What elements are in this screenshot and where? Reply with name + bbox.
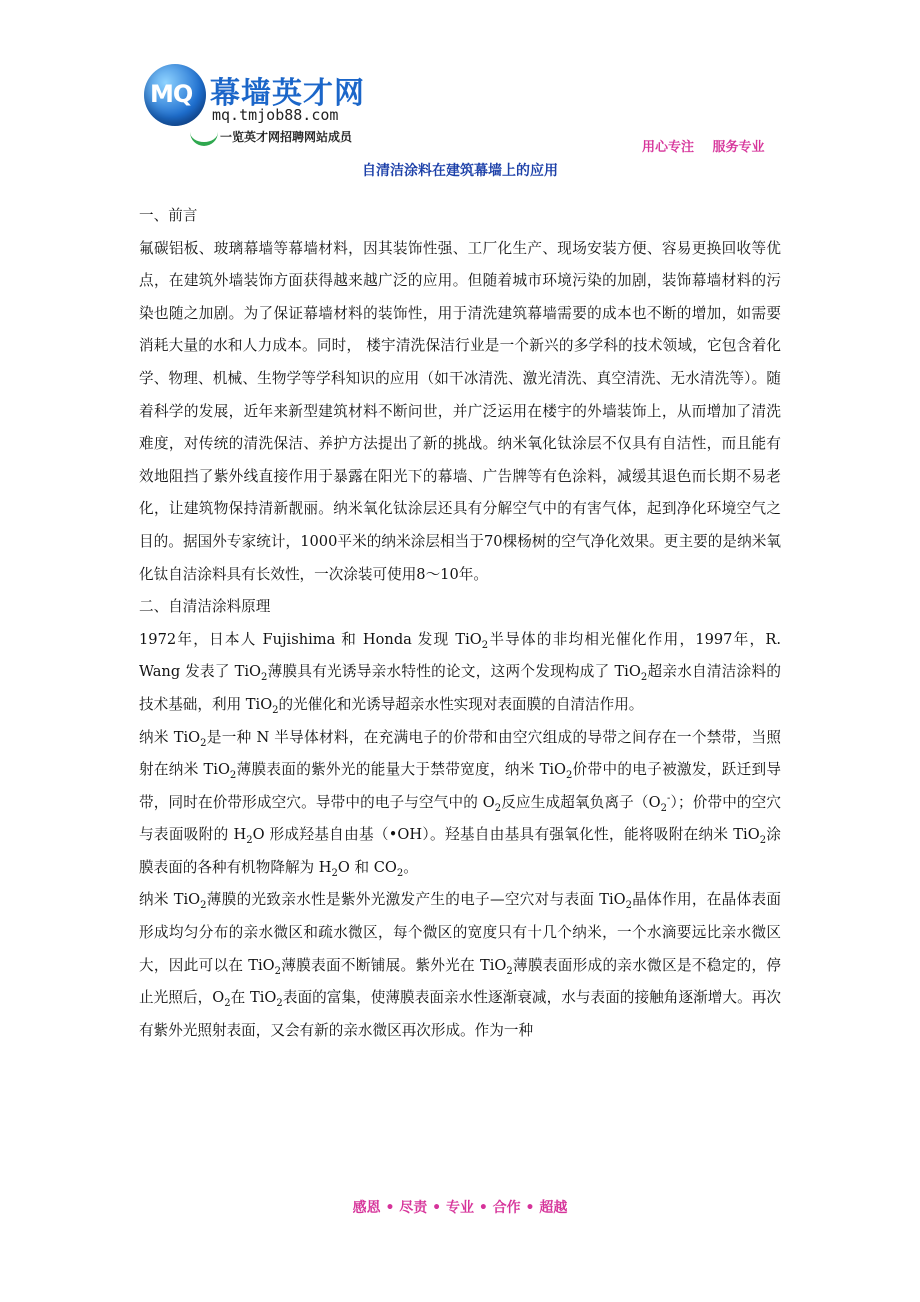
section-2-paragraph-2: 纳米 TiO$_2$是一种 N 半导体材料，在充满电子的价带和由空穴组成的导带之间存在一个禁带，当照射在纳米 TiO$_2$薄膜表面的紫外光的能量大于禁带宽度，纳米 TiO$_2$价带中的电子被激发，跃迁到导带，同时在价带形成空穴。导带中的电子与空气中的 $O_2$反应生成超氧负离子$(O_2^-)$；价带中的空穴与表面吸附的 $H_2O$ 形成羟基自由基（•OH）。羟基自由基具有强氧化性，能将吸附在纳米 TiO$_2$涂膜表面的各种有机物降解为 $H_2O$ 和 $CO_2$。 bbox=[139, 728, 782, 879]
document-title: 自清洁涂料在建筑幕墙上的应用 bbox=[362, 163, 558, 179]
section-2-paragraph-1: 1972年，日本人 Fujishima 和 Honda 发现 TiO$_2$半导体的非均相光催化作用，1997年，R. Wang 发表了 TiO$_2$薄膜具有光诱导亲水特性的论文，这两个发现构成了 TiO$_2$超亲水自清洁涂料的技术基础，利用 TiO$_2$的光催化和光诱导超亲水性实现对表面膜的自清洁作用。 bbox=[139, 630, 782, 716]
section-2-heading: 二、自清洁涂料原理 bbox=[139, 598, 271, 616]
header-slogan: 用心专注 服务专业 bbox=[642, 140, 765, 155]
document-body bbox=[139, 200, 781, 1047]
section-2-paragraph-3: 纳米 TiO$_2$薄膜的光致亲水性是紫外光激发产生的电子—空穴对与表面 TiO$_2$晶体作用，在晶体表面形成均匀分布的亲水微区和疏水微区，每个微区的宽度只有十几个纳米，一个水滴要远比亲水微区大，因此可以在 TiO$_2$薄膜表面不断铺展。紫外光在 TiO$_2$薄膜表面形成的亲水微区是不稳定的，停止光照后，$O_2$在 TiO$_2$表面的富集，使薄膜表面亲水性逐渐衰减，水与表面的接触角逐渐增大。再次有紫外光照射表面，又会有新的亲水微区再次形成。作为一种 bbox=[139, 891, 781, 1039]
logo-tagline: 一览英才网招聘网站成员 bbox=[220, 130, 353, 144]
mq-logo-icon bbox=[144, 64, 206, 126]
section-1-heading: 一、前言 bbox=[139, 207, 198, 224]
footer-motto: 感恩 • 尽责 • 专业 • 合作 • 超越 bbox=[352, 1200, 568, 1216]
site-logo bbox=[140, 62, 380, 148]
logo-name: 幕墙英才网 bbox=[210, 76, 365, 111]
logo-mark: MQ bbox=[150, 80, 193, 108]
swoosh-icon bbox=[190, 132, 218, 146]
logo-url: mq.tmjob88.com bbox=[212, 106, 339, 124]
section-1-paragraph: 氟碳铝板、玻璃幕墙等幕墙材料，因其装饰性强、工厂化生产、现场安装方便、容易更换回收等优点，在建筑外墙装饰方面获得越来越广泛的应用。但随着城市环境污染的加剧，装饰幕墙材料的污染也随之加剧。为了保证幕墙材料的装饰性，用于清洗建筑幕墙需要的成本也不断的增加，如需要消耗大量的水和人力成本。同时， 楼宇清洗保洁行业是一个新兴的多学科的技术领域，它包含着化学、物理、机械、生物学等学科知识的应用（如干冰清洗、激光清洗、真空清洗、无水清洗等）。随着科学的发展，近年来新型建筑材料不断问世，并广泛运用在楼宇的外墙装饰上，从而增加了清洗难度，对传统的清洗保洁、养护方法提出了新的挑战。纳米氧化钛涂层不仅具有自洁性，而且能有效地阻挡了紫外线直接作用于暴露在阳光下的幕墙、广告牌等有色涂料，减缓其退色而长期不易老化，让建筑物保持清新靓丽。纳米氧化钛涂层还具有分解空气中的有害气体，起到净化环境空气之目的。据国外专家统计，1000平米的纳米涂层相当于70棵杨树的空气净化效果。更主要的是纳米氧化钛自洁涂料具有长效性，一次涂装可使用8～10年。 bbox=[139, 239, 781, 583]
